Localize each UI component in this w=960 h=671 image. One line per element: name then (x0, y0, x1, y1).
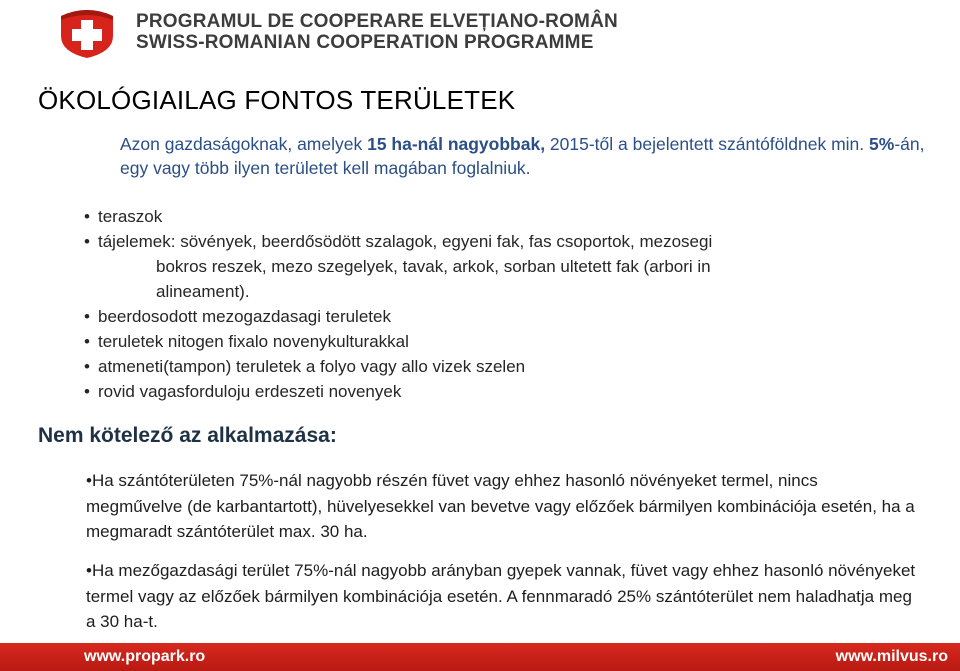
intro-text-3: -án, egy vagy több ilyen területet kell magában foglalniuk. (120, 134, 925, 178)
intro-text-1: Azon gazdaságoknak, amelyek (120, 134, 368, 154)
programme-title-ro: PROGRAMUL DE COOPERARE ELVEȚIANO-ROMÂN (136, 11, 618, 32)
bullet-dot: • (84, 332, 90, 351)
programme-title-en: SWISS-ROMANIAN COOPERATION PROGRAMME (136, 32, 594, 53)
list-item (84, 204, 944, 229)
list-item (84, 379, 944, 404)
list-item (84, 304, 944, 329)
bullet-dot: • (84, 232, 90, 251)
footer-link-propark[interactable]: www.propark.ro (84, 648, 206, 665)
footer-link-milvus[interactable]: www.milvus.ro (835, 648, 948, 665)
intro-text-2: 2015-től a bejelentett szántóföldnek min. (545, 134, 870, 154)
bullet-dot: • (84, 357, 90, 376)
list-item-text: atmeneti(tampon) teruletek a folyo vagy allo vizek szelen (98, 357, 526, 376)
list-item-text: rovid vagasforduloju erdeszeti novenyek (98, 382, 402, 401)
list-item (84, 229, 944, 254)
bullet-dot: • (84, 307, 90, 326)
list-item-text: teruletek nitogen fixalo novenykulturakkal (98, 332, 409, 351)
bullet-dot: • (84, 207, 90, 226)
intro-bold-1: 15 ha-nál nagyobbak, (367, 134, 546, 154)
programme-title (136, 11, 618, 53)
bullet-list (84, 204, 944, 404)
footer-bar (0, 643, 960, 671)
swiss-cross-shield-icon (57, 6, 117, 58)
list-item-text: beerdosodott mezogazdasagi teruletek (98, 307, 391, 326)
list-item-text: tájelemek: sövények, beerdősödött szalagok, egyeni fak, fas csoportok, mezosegi (98, 232, 713, 251)
list-item (84, 329, 944, 354)
page-title: ÖKOLÓGIAILAG FONTOS TERÜLETEK (38, 85, 516, 115)
list-item-continuation: bokros reszek, mezo szegelyek, tavak, arkok, sorban ultetett fak (arbori in (156, 257, 711, 276)
paragraph-exemption-1: •Ha szántóterületen 75%-nál nagyobb részén füvet vagy ehhez hasonló növényeket termel, nincs megművelve (de karbantartott), hüvelyesekkel van bevetve vagy előzőek bármilyen kombinációja esetén, ha a megmaradt szántóterület max. 30 ha. (86, 471, 915, 541)
list-item-text: teraszok (98, 207, 163, 226)
paragraph-exemption-2: •Ha mezőgazdasági terület 75%-nál nagyobb arányban gyepek vannak, füvet vagy ehhez hasonló növényeket termel vagy az előzőek bármilyen kombinációja esetén. A fennmaradó 25% szántóterület nem haladhatja meg a 30 ha-t. (86, 561, 916, 631)
list-item (84, 354, 944, 379)
intro-paragraph (120, 132, 940, 180)
bullet-dot: • (84, 382, 90, 401)
list-item-continuation: alineament). (156, 282, 250, 301)
section-subheading: Nem kötelező az alkalmazása: (38, 424, 337, 447)
intro-bold-2: 5% (869, 134, 895, 154)
